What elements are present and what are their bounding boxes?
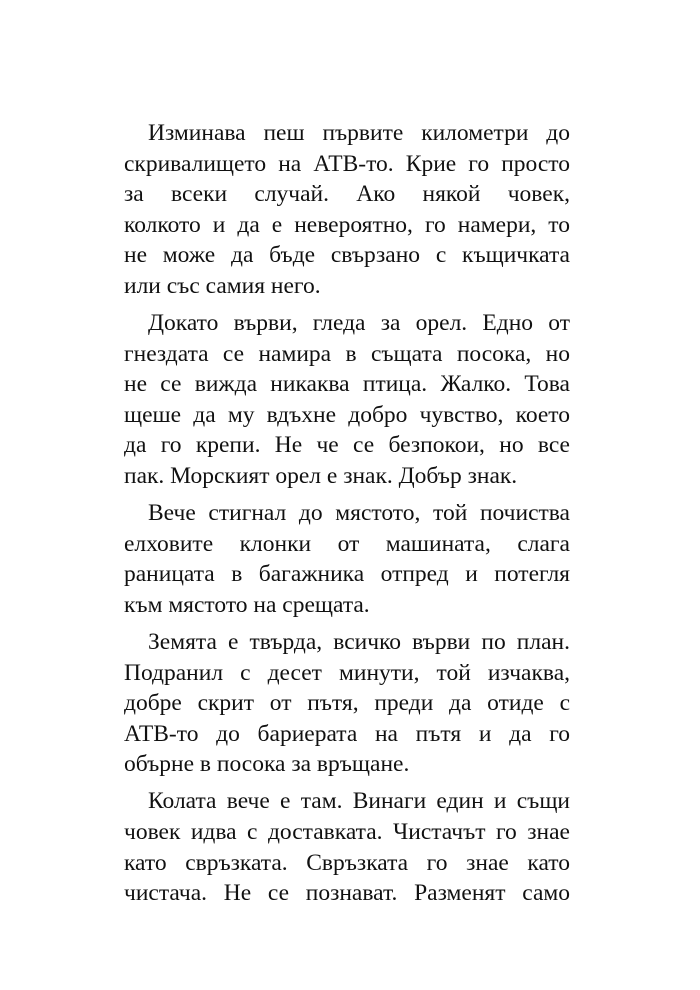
text-line: раницата в багажника отпред и потегля — [124, 561, 570, 588]
text-line: пак. Морският орел е знак. Добър знак. — [124, 463, 518, 490]
page-text-body — [124, 118, 570, 915]
text-line: Вече стигнал до мястото, той почиства — [148, 500, 570, 527]
text-line: Колата вече е там. Винаги един и същи — [148, 788, 570, 815]
paragraph-2 — [124, 308, 570, 492]
text-line: елховите клонки от машината, слага — [124, 530, 570, 557]
text-line: Изминава пеш първите километри до — [148, 120, 570, 146]
text-line: не се вижда никаква птица. Жалко. Това — [124, 371, 570, 398]
text-line: Земята е твърда, всичко върви по план. — [148, 629, 570, 655]
paragraph-3 — [124, 498, 570, 620]
text-line: обърне в посока за връщане. — [124, 751, 410, 778]
text-line: добре скрит от пътя, преди да отиде с — [124, 690, 570, 717]
text-line: не може да бъде свързано с къщичката — [124, 242, 570, 269]
text-line: щеше да му вдъхне добро чувство, което — [124, 401, 570, 428]
text-line: колкото и да е невероятно, го намери, то — [124, 211, 570, 238]
paragraph-5 — [124, 786, 570, 908]
paragraph-4 — [124, 627, 570, 780]
text-line: към мястото на срещата. — [124, 591, 370, 618]
text-line: Подранил с десет минути, той изчаква, — [124, 659, 570, 686]
paragraph-1 — [124, 118, 570, 302]
text-line: гнездата се намира в същата посока, но — [124, 340, 570, 367]
text-line: за всеки случай. Ако някой човек, — [124, 181, 570, 208]
text-line: или със самия него. — [124, 272, 321, 299]
text-line: човек идва с доставката. Чистачът го знае — [124, 819, 570, 846]
text-line: като свръзката. Свръзката го знае като — [124, 849, 570, 876]
text-line: скривалището на АТВ-то. Крие го просто — [124, 150, 570, 177]
text-line: да го крепи. Не че се безпокои, но все — [124, 432, 570, 459]
text-line: АТВ-то до бариерата на пътя и да го — [124, 720, 570, 747]
text-line: чистача. Не се познават. Разменят само — [124, 880, 570, 907]
text-line: Докато върви, гледа за орел. Едно от — [148, 310, 570, 337]
